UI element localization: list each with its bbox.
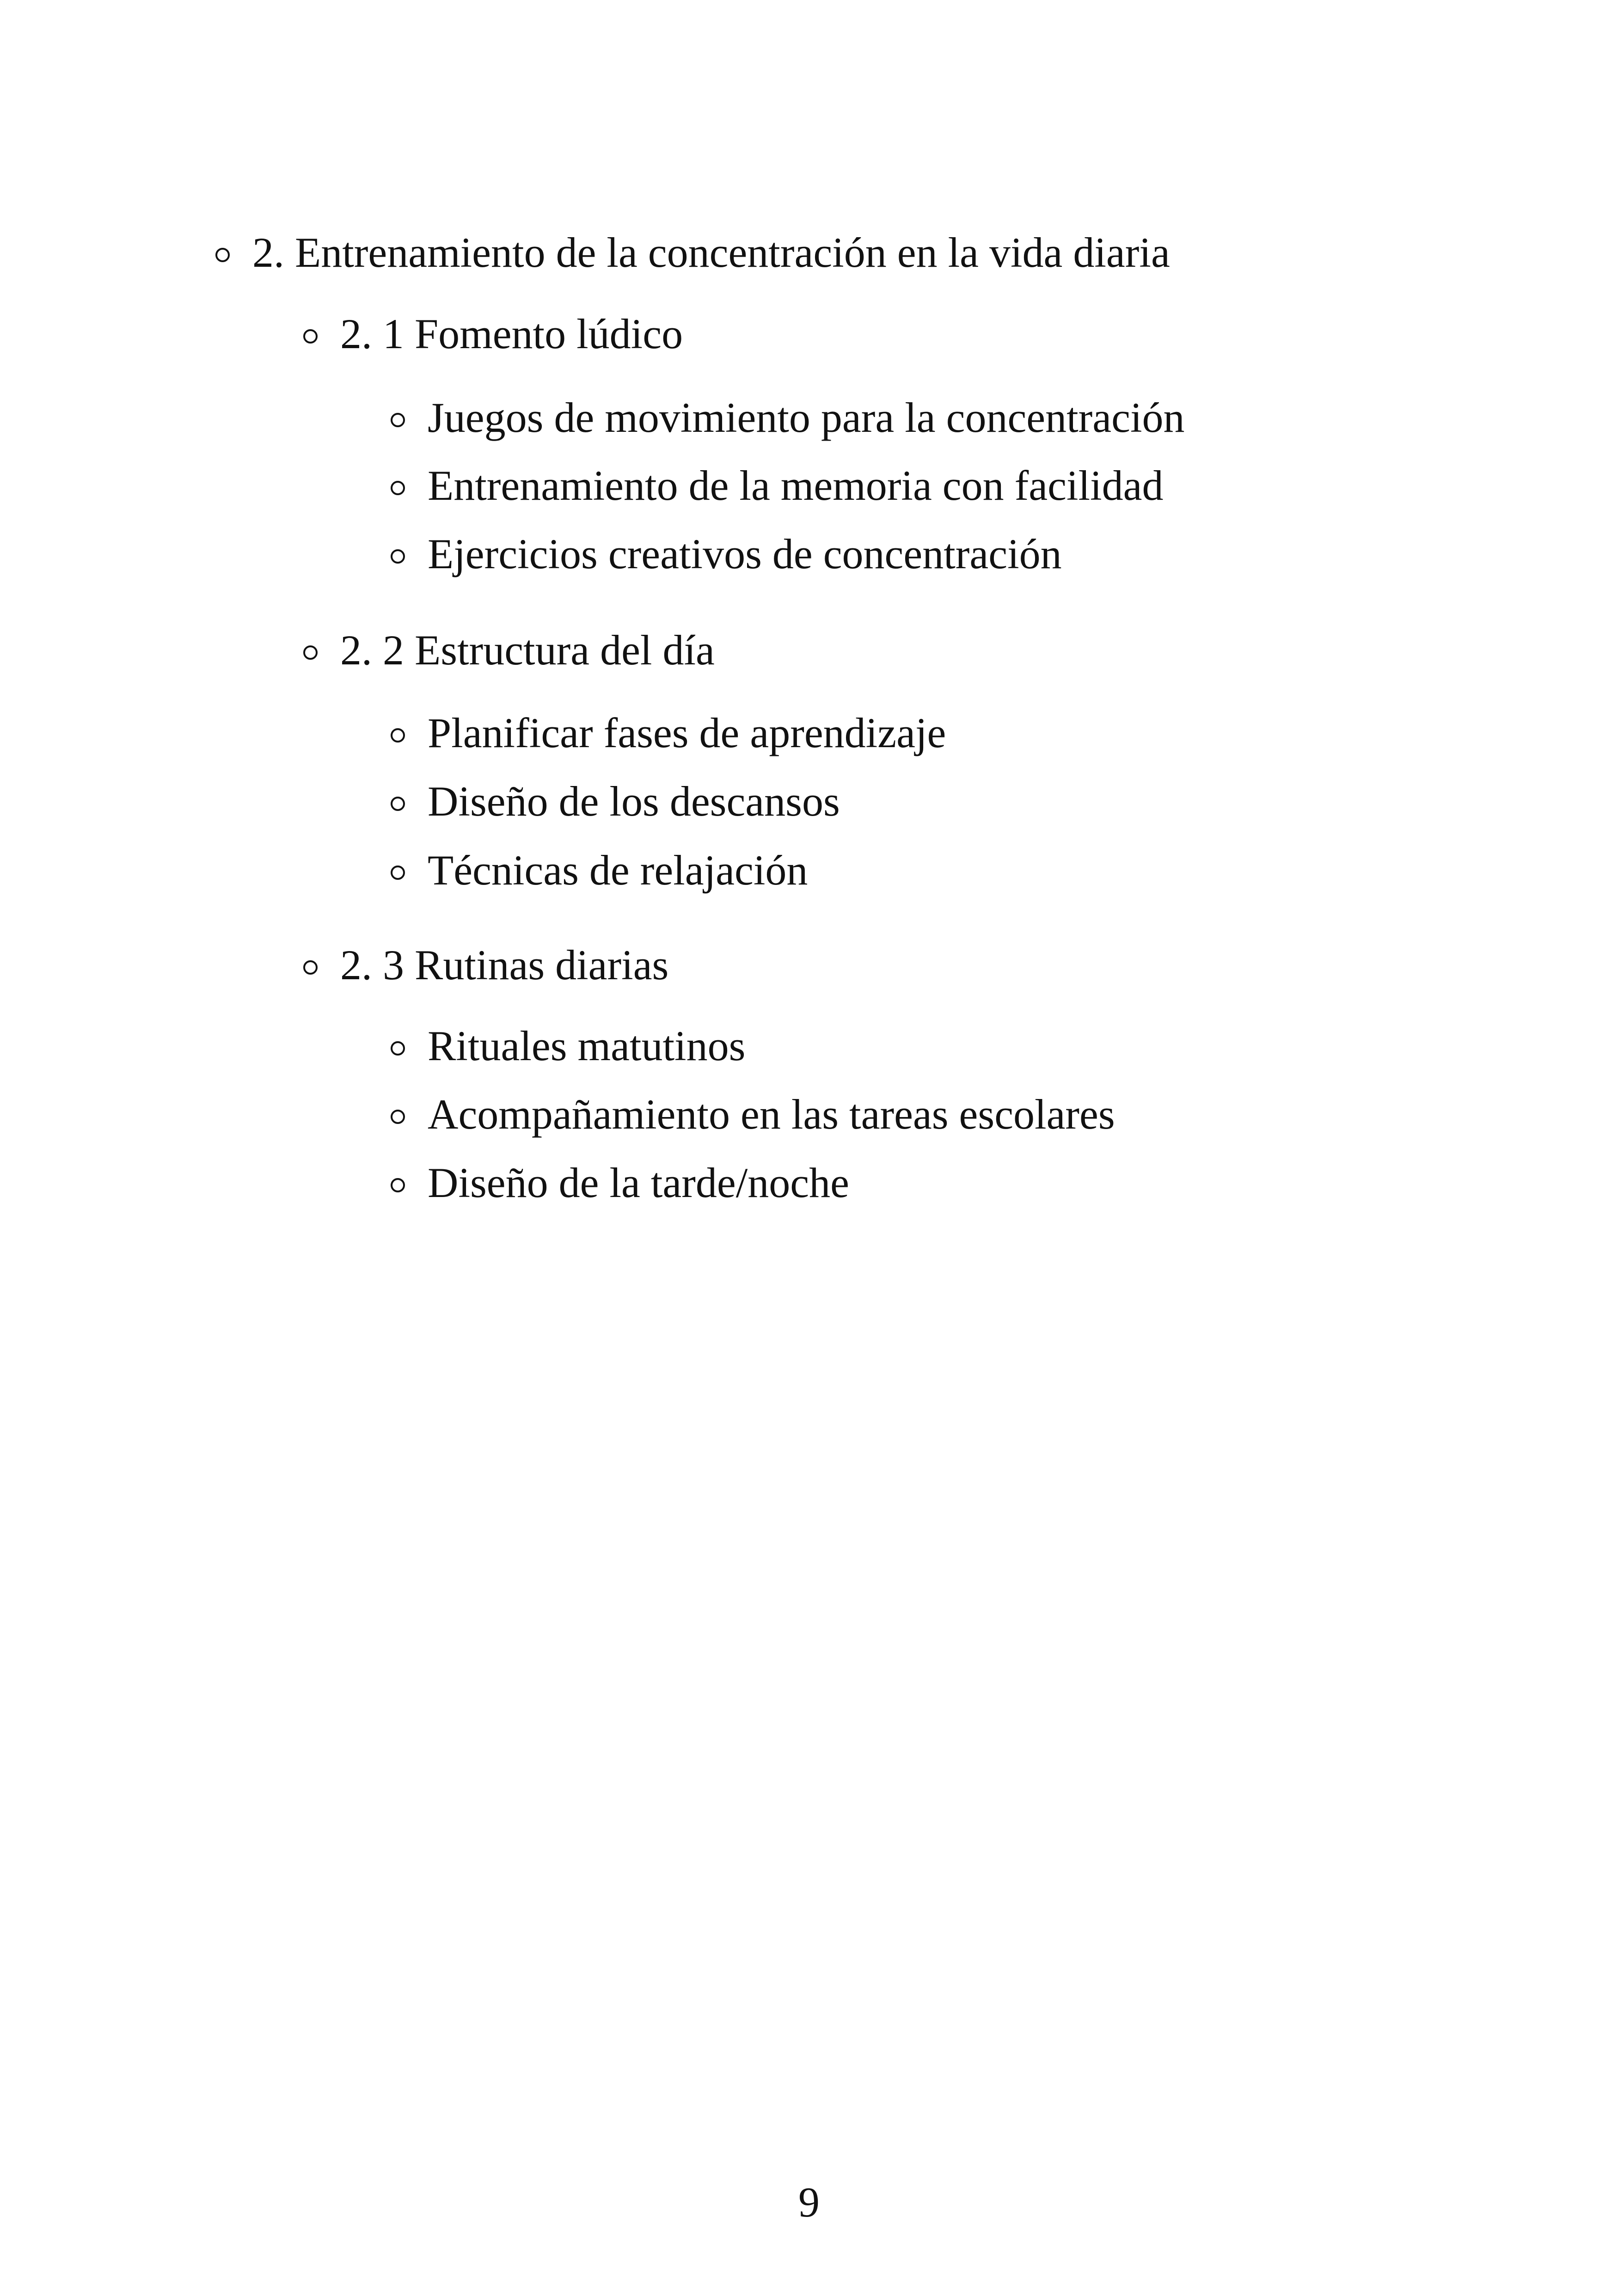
hollow-bullet-icon: [391, 1041, 405, 1056]
hollow-bullet-icon: [391, 866, 405, 880]
list-item-text: Juegos de movimiento para la concentración: [428, 394, 1185, 441]
list-item-text: Entrenamiento de la memoria con facilidad: [428, 462, 1164, 509]
hollow-bullet-icon: [303, 329, 318, 344]
list-item-text: Ejercicios creativos de concentración: [428, 530, 1062, 577]
list-item-text: Técnicas de relajación: [428, 847, 808, 894]
list-item-text: Acompañamiento en las tareas escolares: [428, 1091, 1115, 1138]
hollow-bullet-icon: [391, 549, 405, 564]
hollow-bullet-icon: [391, 728, 405, 743]
hollow-bullet-icon: [391, 797, 405, 811]
list-item-text: Rituales matutinos: [428, 1022, 746, 1069]
list-item-text: Diseño de la tarde/noche: [428, 1159, 849, 1206]
section-title-text: 2. 3 Rutinas diarias: [340, 941, 669, 988]
list-item-text: Planificar fases de aprendizaje: [428, 709, 946, 756]
hollow-bullet-icon: [391, 1110, 405, 1124]
hollow-bullet-icon: [391, 1178, 405, 1192]
outline-heading-text: 2. Entrenamiento de la concentración en la vida diaria: [252, 229, 1170, 276]
hollow-bullet-icon: [391, 413, 405, 427]
section-title-text: 2. 1 Fomento lúdico: [340, 310, 683, 357]
hollow-bullet-icon: [303, 960, 318, 975]
section-title-text: 2. 2 Estructura del día: [340, 626, 715, 674]
hollow-bullet-icon: [215, 248, 230, 262]
hollow-bullet-icon: [391, 481, 405, 495]
hollow-bullet-icon: [303, 645, 318, 660]
list-item-text: Diseño de los descansos: [428, 778, 840, 825]
page-number: 9: [798, 2179, 820, 2226]
